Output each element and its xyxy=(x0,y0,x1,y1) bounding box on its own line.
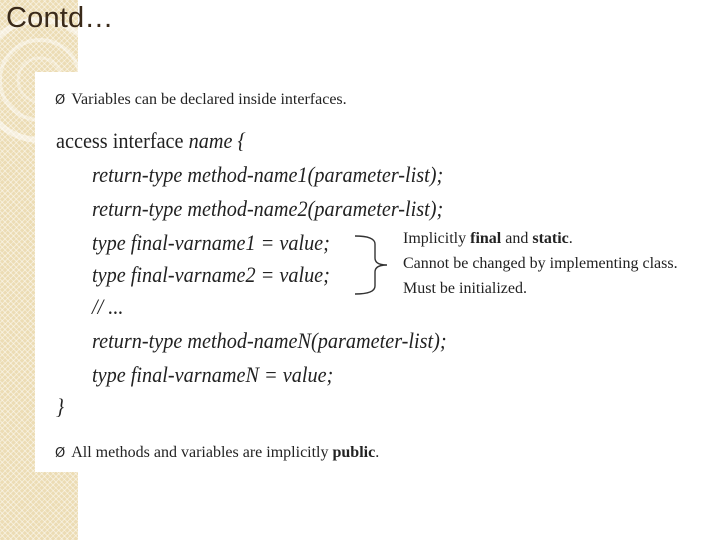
code-line-8: type final-varnameN = value; xyxy=(92,362,334,387)
code-line-4: type final-varname1 = value; xyxy=(92,230,330,255)
code-line-1: access interface name { xyxy=(56,128,246,153)
bullet-methods-public: Ø All methods and variables are implicitly public. xyxy=(55,444,380,461)
note-cannot-change: Cannot be changed by implementing class. xyxy=(403,255,678,272)
code-line-6: // ... xyxy=(92,294,124,319)
code-line-2: return-type method-name1(parameter-list); xyxy=(92,162,444,187)
content-image xyxy=(35,72,720,472)
code-line-3: return-type method-name2(parameter-list); xyxy=(92,196,444,221)
bullet-text: Variables can be declared inside interfaces. xyxy=(71,91,347,108)
code-line-9: } xyxy=(56,394,65,419)
note-must-init: Must be initialized. xyxy=(403,280,527,297)
slide-title: Contd… xyxy=(6,2,114,34)
code-line-5: type final-varname2 = value; xyxy=(92,262,330,287)
note-final-static: Implicitly final and static. xyxy=(403,230,573,247)
bullet-variables xyxy=(55,91,347,109)
brace-icon xyxy=(355,234,405,296)
bullet-marker-icon: Ø xyxy=(55,446,66,461)
code-line-7: return-type method-nameN(parameter-list); xyxy=(92,328,447,353)
bullet-marker-icon: Ø xyxy=(55,93,66,108)
